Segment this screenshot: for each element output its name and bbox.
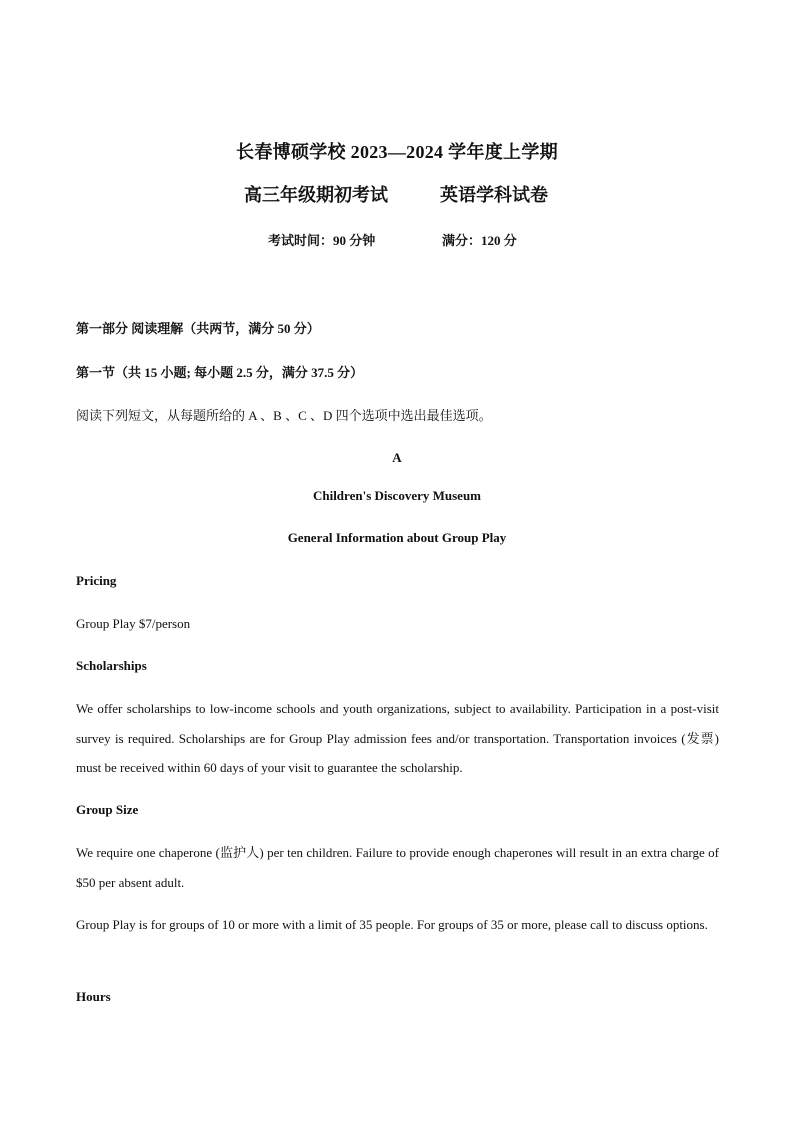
exam-title-school: 长春博硕学校 2023—2024 学年度上学期	[236, 142, 558, 162]
part-heading: 第一部分 阅读理解（共两节，满分 50 分）	[76, 321, 320, 336]
scholarships-heading: Scholarships	[76, 658, 147, 673]
exam-title-grade: 高三年级期初考试	[244, 185, 388, 205]
pricing-text: Group Play $7/person	[76, 616, 191, 631]
group-size-paragraph-2: Group Play is for groups of 10 or more with a limit of 35 people. For groups of 35 or more, please call to discuss options.	[76, 917, 708, 932]
group-size-paragraph-1: We require one chaperone (监护人) per ten children. Failure to provide enough chaperones will result in an extra charge of $50 per absent adult.	[76, 845, 719, 890]
full-score: 满分：120 分	[442, 233, 517, 248]
pricing-heading: Pricing	[76, 573, 117, 588]
instruction-text: 阅读下列短文，从每题所给的 A 、B 、C 、D 四个选项中选出最佳选项。	[76, 408, 492, 423]
scholarships-paragraph: We offer scholarships to low-income schools and youth organizations, subject to availability. Participation in a post-visit survey is required. Scholarships are for Group Play admission fees and/or transportation. Transportation invoices (发票) must be received within 60 days of your visit to guarantee the scholarship.	[76, 701, 719, 775]
exam-title-subject: 英语学科试卷	[440, 185, 548, 205]
passage-title: Children's Discovery Museum	[312, 488, 482, 503]
hours-heading: Hours	[76, 989, 111, 1004]
exam-time: 考试时间：90 分钟	[268, 233, 376, 248]
passage-letter: A	[392, 450, 402, 465]
group-size-heading: Group Size	[76, 802, 139, 817]
section-heading: 第一节（共 15 小题; 每小题 2.5 分，满分 37.5 分）	[76, 365, 364, 380]
passage-subtitle: General Information about Group Play	[287, 530, 507, 545]
